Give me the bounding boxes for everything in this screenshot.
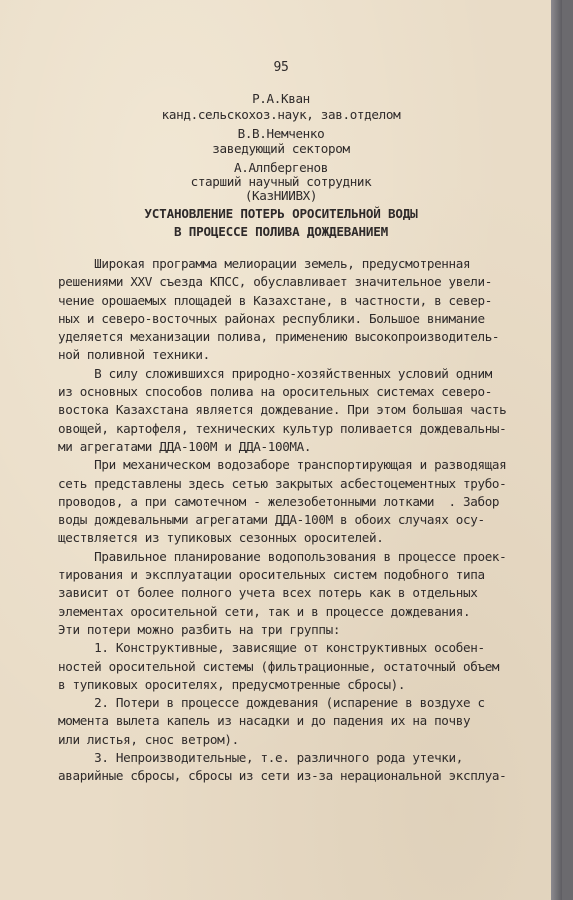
author-name: А.Алпбергенов	[233, 160, 329, 175]
body-line: сеть представлены здесь сетью закрытых асбестоцементных трубо-	[58, 475, 507, 491]
body-line: Широкая программа мелиорации земель, предусмотренная	[58, 256, 471, 271]
body-line: овощей, картофеля, технических культур поливается дождевальны-	[58, 420, 507, 436]
body-line: воды дождевальными агрегатами ДДА-100М в обоих случаях осу-	[58, 512, 485, 528]
body-line: 3. Непроизводительные, т.е. различного рода утечки,	[58, 750, 463, 766]
body-line: чение орошаемых площадей в Казахстане, в частности, в север-	[58, 292, 492, 308]
body-line: момента вылета капель из насадки и до падения их на почву	[58, 713, 471, 729]
body-line: из основных способов полива на оросительных системах северо-	[58, 384, 492, 400]
author-affiliation: (КазНИИВХ)	[244, 188, 318, 203]
body-line: в тупиковых оросителях, предусмотренные сбросы).	[58, 676, 406, 692]
body-line: При механическом водозаборе транспортирующая и разводящая	[58, 457, 507, 473]
body-text	[58, 255, 506, 786]
body-line: тирования и эксплуатации оросительных систем подобного типа	[58, 567, 485, 583]
body-line: ностей оросительной системы (фильтрационные, остаточный объем	[58, 658, 500, 674]
page-number: 95	[273, 60, 289, 75]
body-line: решениями XXV съезда КПСС, обуславливает значительное увели-	[58, 274, 492, 290]
body-line: ных и северо-восточных районах республики. Большое внимание	[58, 310, 485, 326]
body-line: Правильное планирование водопользования в процессе проек-	[58, 548, 507, 564]
author-name: В.В.Немченко	[237, 126, 325, 141]
author-name: Р.А.Кван	[252, 91, 310, 106]
body-line: В силу сложившихся природно-хозяйственных условий одним	[58, 365, 492, 381]
title-line: В ПРОЦЕССЕ ПОЛИВА ДОЖДЕВАНИЕМ	[173, 224, 389, 239]
author-position: канд.сельскохоз.наук, зав.отделом	[161, 107, 401, 122]
body-line: 1. Конструктивные, зависящие от конструктивных особен-	[58, 640, 485, 656]
body-line: ной поливной техники.	[58, 347, 210, 363]
body-line: проводов, а при самотечном - железобетонными лотками . Забор	[58, 493, 500, 509]
body-line: зависит от более полного учета всех потерь как в отдельных	[58, 585, 478, 601]
page-edge-shadow	[551, 0, 562, 900]
body-line: ми агрегатами ДДА-100М и ДДА-100МА.	[58, 438, 312, 454]
body-line: Эти потери можно разбить на три группы:	[58, 621, 341, 637]
body-line: ществляется из тупиковых сезонных оросителей.	[58, 530, 384, 546]
title-line: УСТАНОВЛЕНИЕ ПОТЕРЬ ОРОСИТЕЛЬНОЙ ВОДЫ	[144, 206, 418, 221]
body-line: аварийные сбросы, сбросы из сети из-за нерациональной эксплуа-	[58, 768, 507, 784]
body-line: или листья, снос ветром).	[58, 731, 239, 747]
author-position: заведующий сектором	[212, 141, 350, 156]
body-line: востока Казахстана является дождевание. При этом большая часть	[58, 402, 507, 418]
body-line: 2. Потери в процессе дождевания (испарение в воздухе с	[58, 695, 485, 711]
body-line: элементах оросительной сети, так и в процессе дождевания.	[58, 603, 471, 619]
body-line: уделяется механизации полива, применению высокопроизводитель-	[58, 329, 500, 345]
author-position: старший научный сотрудник	[190, 174, 372, 189]
